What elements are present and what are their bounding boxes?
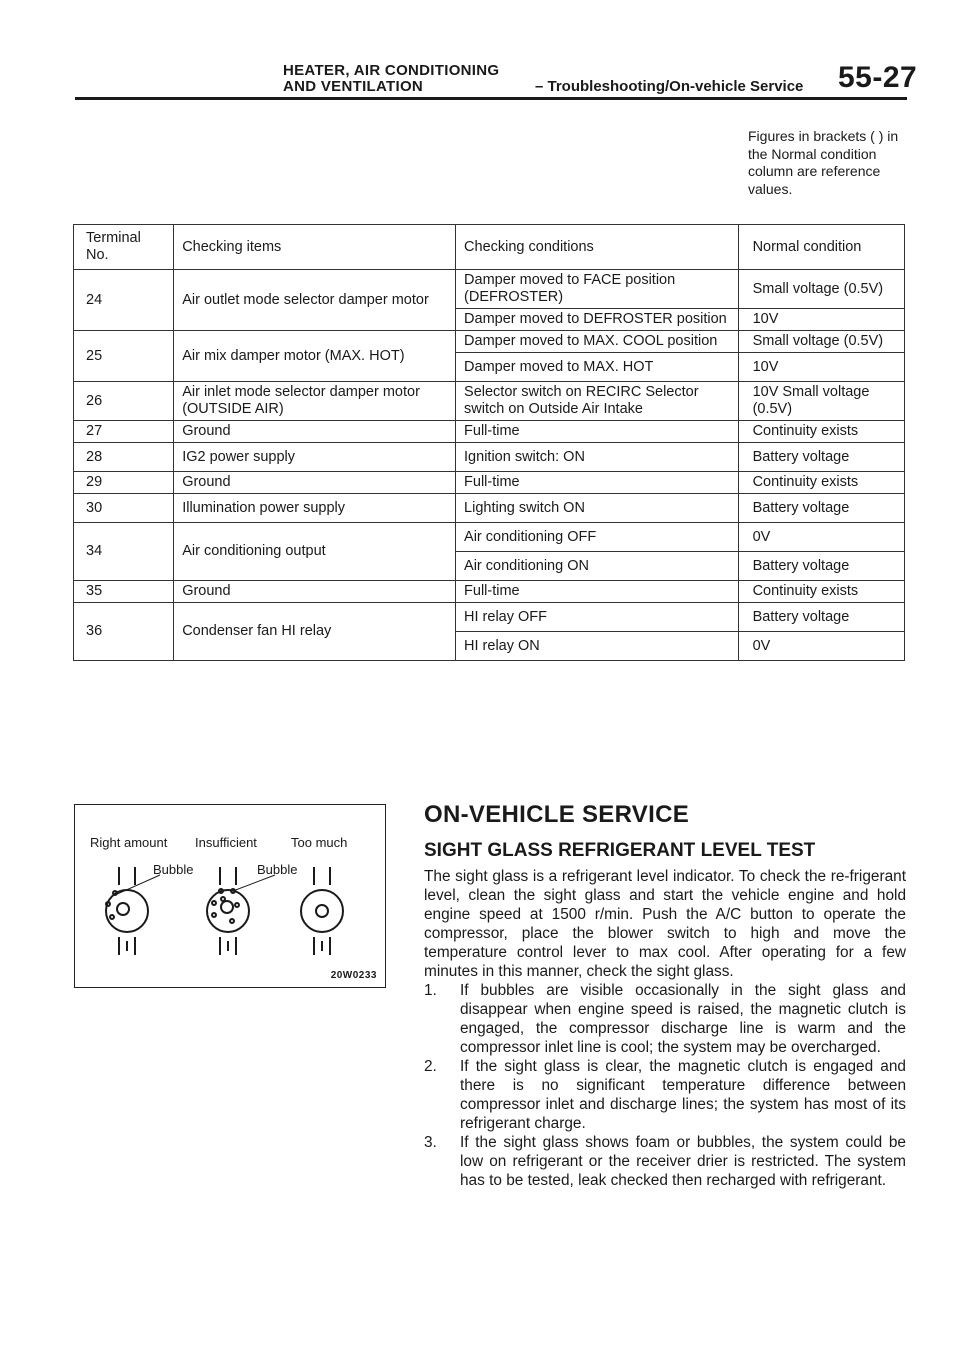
terminal-number: 27 (74, 421, 174, 443)
checking-item: Ground (174, 421, 456, 443)
label-insufficient: Insufficient (195, 835, 257, 850)
checking-condition: Air conditioning ON (456, 552, 739, 581)
sight-glass-drawing (75, 805, 385, 987)
page-header (0, 0, 960, 100)
check-list (424, 981, 906, 1190)
list-item-text: If bubbles are visible occasionally in the sight glass and disappear when engine speed is raised, the magnetic clutch is engaged, the compressor discharge line is warm and the compressor inlet line is cool; the system may be overcharged. (460, 982, 906, 1056)
terminal-number: 28 (74, 443, 174, 472)
table-row (74, 421, 905, 443)
intro-paragraph: The sight glass is a refrigerant level indicator. To check the re-frigerant level, clean the sight glass and start the vehicle engine and hold engine speed at 1500 r/min. Push the A/C button to operate the compressor, place the blower switch to high and move the temperature control lever to max cool. After operating for a few minutes in this manner, check the sight glass. (424, 868, 906, 980)
sight-glass-insufficient (207, 867, 275, 955)
table-row (74, 270, 905, 309)
label-right-amount: Right amount (90, 835, 168, 850)
checking-condition: Damper moved to DEFROSTER position (456, 309, 739, 331)
terminal-number: 25 (74, 331, 174, 382)
terminal-number: 34 (74, 523, 174, 581)
table-row (74, 523, 905, 552)
figure-code: 20W0233 (330, 970, 377, 981)
header-title-line1: HEATER, AIR CONDITIONING (283, 62, 500, 79)
checking-item: Ground (174, 581, 456, 603)
header-title-line2: AND VENTILATION (283, 78, 424, 95)
label-bubble-too-much: Bubble (257, 862, 298, 877)
list-item (424, 981, 906, 1057)
checking-condition: Full-time (456, 421, 739, 443)
normal-condition: 10V Small voltage (0.5V) (738, 382, 904, 421)
checking-item: IG2 power supply (174, 443, 456, 472)
checking-item: Air inlet mode selector damper motor (OUTSIDE AIR) (174, 382, 456, 421)
normal-condition: Battery voltage (738, 603, 904, 632)
label-bubble-insufficient: Bubble (153, 862, 194, 877)
header-normal-condition: Normal condition (738, 225, 904, 270)
checking-item: Condenser fan HI relay (174, 603, 456, 661)
sight-glass-figure (74, 804, 386, 988)
sight-glass-right-amount (106, 867, 160, 955)
table-header-row (74, 225, 905, 270)
section-body (424, 867, 906, 1190)
table-row (74, 443, 905, 472)
checking-condition: Full-time (456, 581, 739, 603)
header-rule (75, 97, 907, 100)
list-item-text: If the sight glass shows foam or bubbles, the system could be low on refrigerant or the receiver drier is restricted. The system has to be tested, leak checked then recharged with refrigerant. (460, 1134, 906, 1189)
list-item (424, 1133, 906, 1190)
terminal-number: 35 (74, 581, 174, 603)
checking-condition: Damper moved to FACE position (DEFROSTER) (456, 270, 739, 309)
sight-glass-too-much (301, 867, 343, 955)
checking-condition: Air conditioning OFF (456, 523, 739, 552)
checking-condition: HI relay ON (456, 632, 739, 661)
label-too-much: Too much (291, 835, 348, 850)
list-item (424, 1057, 906, 1133)
section-title: ON-VEHICLE SERVICE (424, 801, 690, 828)
normal-condition: 0V (738, 632, 904, 661)
checking-condition: Damper moved to MAX. COOL position (456, 331, 739, 353)
normal-condition: Continuity exists (738, 421, 904, 443)
terminal-number: 30 (74, 494, 174, 523)
terminal-number: 36 (74, 603, 174, 661)
checking-item: Ground (174, 472, 456, 494)
table-row (74, 331, 905, 353)
normal-condition: 0V (738, 523, 904, 552)
reference-note: Figures in brackets ( ) in the Normal condition column are reference values. (748, 128, 899, 197)
header-checking-conditions: Checking conditions (456, 225, 739, 270)
table-row (74, 581, 905, 603)
header-terminal-no: Terminal No. (74, 225, 174, 270)
checking-item: Air outlet mode selector damper motor (174, 270, 456, 331)
checking-item: Air conditioning output (174, 523, 456, 581)
normal-condition: Battery voltage (738, 443, 904, 472)
list-item-number: 3. (424, 1134, 437, 1151)
page-number: 55-27 (838, 61, 918, 94)
header-checking-items: Checking items (174, 225, 456, 270)
list-item-number: 2. (424, 1058, 437, 1075)
header-subtitle: – Troubleshooting/On-vehicle Service (535, 78, 804, 95)
checking-item: Air mix damper motor (MAX. HOT) (174, 331, 456, 382)
normal-condition: Battery voltage (738, 552, 904, 581)
normal-condition: Small voltage (0.5V) (738, 270, 904, 309)
normal-condition: 10V (738, 309, 904, 331)
table-row (74, 382, 905, 421)
list-item-text: If the sight glass is clear, the magnetic clutch is engaged and there is no significant temperature difference between compressor inlet and discharge lines; the system has most of its refrigerant charge. (460, 1058, 906, 1132)
normal-condition: 10V (738, 353, 904, 382)
normal-condition: Continuity exists (738, 581, 904, 603)
checking-condition: Selector switch on RECIRC Selector switch on Outside Air Intake (456, 382, 739, 421)
normal-condition: Small voltage (0.5V) (738, 331, 904, 353)
terminal-number: 24 (74, 270, 174, 331)
terminal-number: 29 (74, 472, 174, 494)
normal-condition: Continuity exists (738, 472, 904, 494)
checking-condition: HI relay OFF (456, 603, 739, 632)
table-row (74, 472, 905, 494)
table-row (74, 603, 905, 632)
checking-condition: Ignition switch: ON (456, 443, 739, 472)
checking-item: Illumination power supply (174, 494, 456, 523)
terminal-check-table (73, 224, 905, 661)
list-item-number: 1. (424, 982, 437, 999)
checking-condition: Lighting switch ON (456, 494, 739, 523)
section-subtitle: SIGHT GLASS REFRIGERANT LEVEL TEST (424, 840, 816, 861)
terminal-number: 26 (74, 382, 174, 421)
table-row (74, 494, 905, 523)
checking-condition: Damper moved to MAX. HOT (456, 353, 739, 382)
checking-condition: Full-time (456, 472, 739, 494)
normal-condition: Battery voltage (738, 494, 904, 523)
